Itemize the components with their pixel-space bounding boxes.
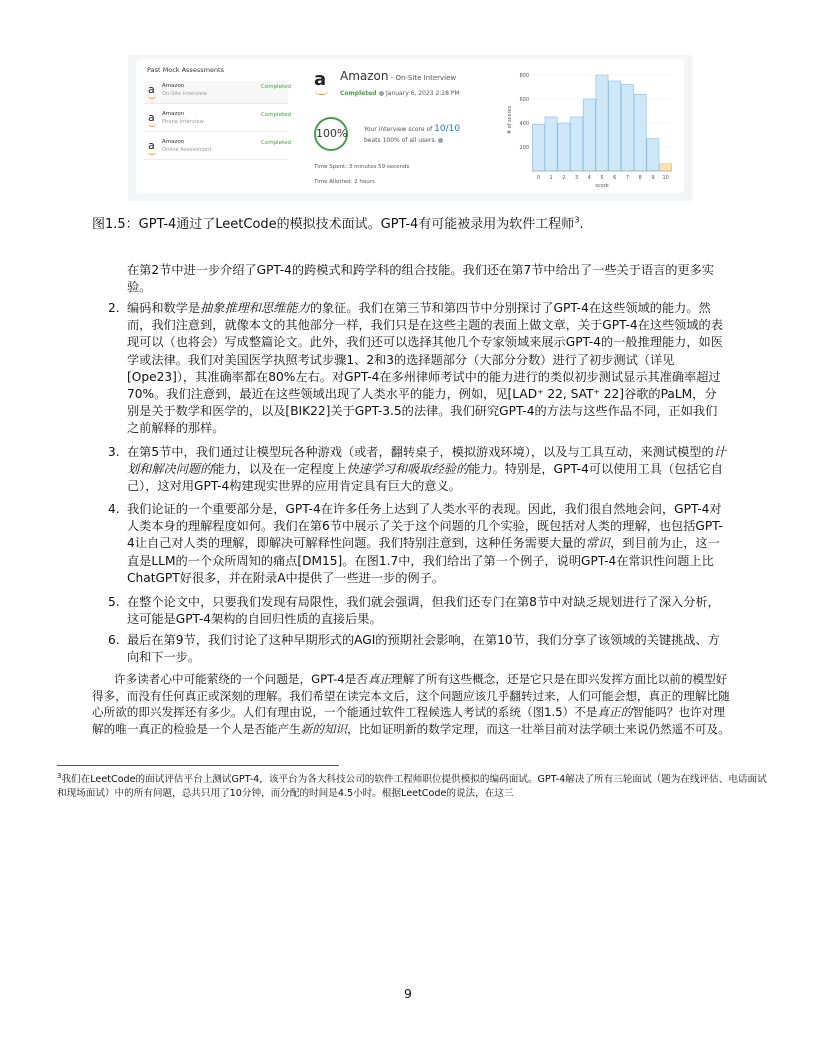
assessment-type: Online Assessment <box>162 147 212 153</box>
assessment-status: Completed <box>261 112 291 118</box>
list-number: 3. <box>108 445 120 459</box>
y-tick-label: 600 <box>519 97 529 103</box>
y-tick-label: 800 <box>519 73 529 79</box>
bar <box>660 164 672 171</box>
y-tick-label: 200 <box>519 145 529 151</box>
bar <box>558 123 570 171</box>
assessment-item[interactable] <box>144 109 291 132</box>
score-line: Your interview score of 10/10 <box>364 124 461 134</box>
detail-status: Completed <box>340 90 377 97</box>
figure-caption: 图1.5：GPT-4通过了LeetCode的模拟技术面试。GPT-4有可能被录用为软件工程师$^3$. <box>92 215 584 232</box>
x-tick-label: 7 <box>625 175 630 181</box>
y-tick-label: 400 <box>519 121 529 127</box>
score-distribution-chart <box>502 59 680 193</box>
footnote-rule <box>57 765 339 766</box>
assessment-item[interactable] <box>144 81 291 104</box>
score-rank: beats 100% of all users. <box>364 137 445 144</box>
list-item-6: 最后在第9节，我们讨论了这种早期形式的AGI的预期社会影响，在第10节，我们分享了该领域的关键挑战、方向和下一步。 <box>127 633 720 665</box>
info-icon <box>438 138 443 143</box>
paragraph-continuation: 在第2节中进一步介绍了GPT-4的跨模式和跨学科的组合技能。我们还在第7节中给出了一些关于语言的更多实验。 <box>127 263 715 295</box>
x-axis-label: score <box>595 183 609 189</box>
past-assessments-title: Past Mock Assessments <box>147 66 224 74</box>
detail-title <box>340 69 456 83</box>
time-allotted: Time Allotted: 2 hours <box>314 179 375 185</box>
list-number: 2. <box>108 301 120 315</box>
score-value: 10/10 <box>434 124 461 134</box>
x-tick-label: 1 <box>549 175 553 181</box>
assessment-type: On-Site Interview <box>162 91 207 97</box>
list-item-4: 我们论证的一个重要部分是，GPT-4在许多任务上达到了人类水平的表现。因此，我们很自然地会问，GPT-4对人类本身的理解程度如何。我们在第6节中展示了关于这个问题的几个实验，既包括对人类的理解，也包括GPT-4让自己对人类的理解，即解决可解释性问题。我们特别注意到，这种任务需要大量的常识，到目前为止，这一直是LLM的一个众所周知的痛点[DM15]。在图1.7中，我们给出了第一个例子，说明GPT-4在常识性问题上比ChatGPT好很多，并在附录A中提供了一些进一步的例子。 <box>127 502 723 585</box>
assessment-item[interactable] <box>144 137 291 160</box>
assessment-company: Amazon <box>162 139 185 145</box>
bar <box>532 124 544 171</box>
leetcode-figure <box>128 55 693 201</box>
assessment-status: Completed <box>261 84 291 90</box>
amazon-logo-icon: a <box>314 69 326 90</box>
y-axis-label: # of scores <box>507 105 513 135</box>
x-tick-label: 4 <box>587 175 591 181</box>
closing-paragraph: 许多读者心中可能萦绕的一个问题是，GPT-4是否真正理解了所有这些概念，还是它只是在即兴发挥方面比以前的模型好得多，而没有任何真正或深刻的理解。我们希望在读完本文后，这个问题应该几乎翻转过来，人们可能会想，真正的理解比随心所欲的即兴发挥还有多少。人们有理由说，一个能通过软件工程候选人考试的系统（图1.5）不是真正的智能吗？也许对理解的唯一真正的检验是一个人是否能产生新的知识，比如证明新的数学定理，而这一壮举目前对法学硕士来说仍然遥不可及。 <box>92 672 730 736</box>
detail-date: January 6, 2023 2:28 PM <box>386 90 460 97</box>
x-tick-label: 0 <box>536 175 540 181</box>
score-badge: 100% <box>314 117 348 151</box>
bar <box>609 81 621 171</box>
x-tick-label: 8 <box>638 175 642 181</box>
x-tick-label: 6 <box>613 175 617 181</box>
footnote: $^3$我们在LeetCode的面试评估平台上测试GPT-4，该平台为各大科技公司的软件工程师职位提供模拟的编码面试。GPT-4解决了所有三轮面试（题为在线评估、电话面试和现场面试）中的所有问题，总共只用了10分钟，而分配的时间是4.5小时。根据LeetCode的说法，在这三 <box>57 772 767 800</box>
time-spent: Time Spent: 3 minutes 59 seconds <box>314 164 410 170</box>
detail-company: Amazon <box>340 69 389 83</box>
assessment-status: Completed <box>261 140 291 146</box>
list-item-2: 编码和数学是抽象推理和思维能力的象征。我们在第三节和第四节中分别探讨了GPT-4在这些领域的能力。然而，我们注意到，就像本文的其他部分一样，我们只是在这些主题的表面上做文章，关于GPT-4在这些领域的表现可以（也将会）写成整篇论文。此外，我们还可以选择其他几个专家领域来展示GPT-4的一般推理能力，如医学或法律。我们对美国医学执照考试步骤1、2和3的选择题部分（大部分分数）进行了初步测试（详见[Ope23]），其准确率都在80%左右。对GPT-4在多州律师考试中的能力进行的类似初步测试显示其准确率超过70%。我们注意到，最近在这些领域出现了人类水平的能力，例如，见[LAD⁺ 22, SAT⁺ 22]谷歌的PaLM，分别是关于数学和医学的，以及[BIK22]关于GPT-3.5的法律。我们研究GPT-4的方法与这些作品不同，正如我们之前解释的那样。 <box>127 301 723 436</box>
amazon-logo-icon: a <box>148 111 155 124</box>
bar <box>545 117 557 171</box>
bar <box>596 75 608 171</box>
amazon-logo-icon: a <box>148 83 155 96</box>
x-tick-label: 3 <box>574 175 579 181</box>
list-number: 6. <box>108 633 120 647</box>
bar <box>621 85 633 171</box>
assessment-company: Amazon <box>162 83 185 89</box>
list-number: 4. <box>108 502 120 516</box>
list-item-3: 在第5节中，我们通过让模型玩各种游戏（或者，翻转桌子，模拟游戏环境），以及与工具互动，来测试模型的计划和解决问题的能力，以及在一定程度上快速学习和吸取经验的能力。特别是，GPT-4可以使用工具（包括它自己），这对用GPT-4构建现实世界的应用肯定具有巨大的意义。 <box>127 445 726 494</box>
list-item-5: 在整个论文中，只要我们发现有局限性，我们就会强调，但我们还专门在第8节中对缺乏规划进行了深入分析，这可能是GPT-4架构的自回归性质的直接后果。 <box>127 595 720 627</box>
x-tick-label: 5 <box>600 175 604 181</box>
assessment-type: Phone Interview <box>162 119 204 125</box>
page-number: 9 <box>404 986 412 1001</box>
bar <box>570 117 582 171</box>
assessment-company: Amazon <box>162 111 185 117</box>
amazon-logo-icon: a <box>148 139 155 152</box>
bar <box>583 99 595 171</box>
list-number: 5. <box>108 595 120 609</box>
info-icon <box>379 91 384 96</box>
detail-kind: - On-Site Interview <box>388 74 457 82</box>
bar <box>634 94 646 171</box>
bar <box>647 139 659 171</box>
detail-date-row <box>379 90 460 97</box>
interview-detail-panel <box>306 59 684 193</box>
x-tick-label: 2 <box>562 175 566 181</box>
x-tick-label: 10 <box>662 175 669 181</box>
x-tick-label: 9 <box>651 175 655 181</box>
